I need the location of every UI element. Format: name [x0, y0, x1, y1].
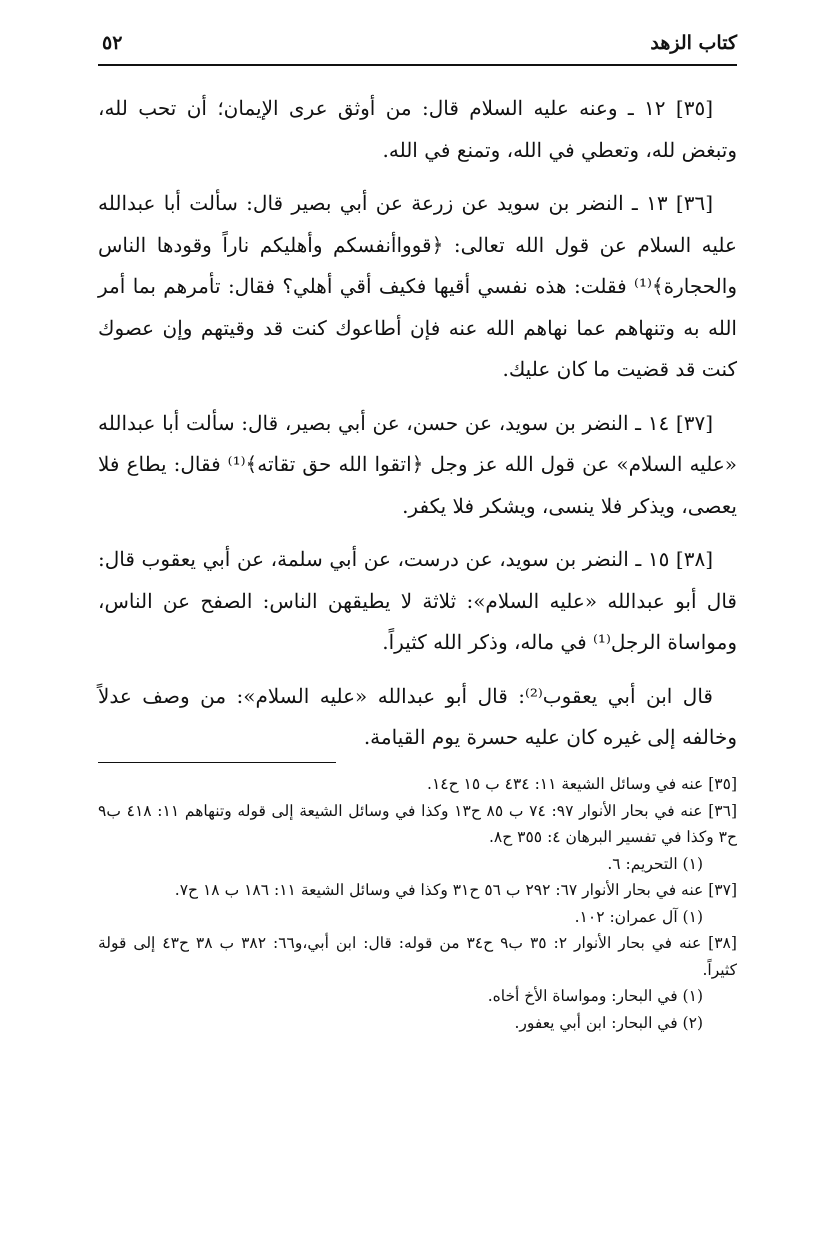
hadith-38-addendum: قال ابن أبي يعقوب⁽²⁾: قال أبو عبدالله «عليه السلام»: من وصف عدلاً وخالفه إلى غيره كان عليه حسرة يوم القيامة. [98, 683, 737, 749]
page-number: ٥٢ [102, 32, 123, 54]
page-header [98, 30, 737, 66]
footnote-source-36: [٣٦] عنه في بحار الأنوار ٩٧: ٧٤ ب ٨٥ ح١٣ وكذا في وسائل الشيعة إلى قوله وتنهاهم ١١: ٤١٨ ب٩ ح٣ وكذا في تفسير البرهان ٤: ٣٥٥ ح٨. [98, 801, 737, 846]
footnote-source-35: [٣٥] عنه في وسائل الشيعة ١١: ٤٣٤ ب ١٥ ح١٤. [427, 775, 737, 793]
hadith-35: [٣٥] ١٢ ـ وعنه عليه السلام قال: من أوثق عرى الإيمان؛ أن تحب لله، وتبغض لله، وتعطي في الله، وتمنع في الله. [98, 96, 737, 162]
footnote-36-1: (١) التحريم: ٦. [607, 854, 703, 873]
main-text [98, 88, 737, 771]
footnote-separator [98, 762, 336, 763]
footnote-source-38: [٣٨] عنه في بحار الأنوار ٢: ٣٥ ب٩ ح٣٤ من قوله: قال: ابن أبي،و٦٦: ٣٨٢ ب ٣٨ ح٤٣ إلى قولة كثيراً. [98, 934, 737, 979]
hadith-36: [٣٦] ١٣ ـ النضر بن سويد عن زرعة عن أبي بصير قال: سألت أبا عبدالله عليه السلام عن قول الله تعالى: ﴿قوواأنفسكم وأهليكم ناراً وقودها الناس والحجارة﴾⁽¹⁾ فقلت: هذه نفسي أقيها فكيف أقي أهلي؟ فقال: تأمرهم بما أمر الله به وتنهاهم عما نهاهم الله عنه فإن أطاعوك كنت قد وقيتهم وإن عصوك كنت قد قضيت ما كان عليك. [98, 191, 737, 381]
footnote-source-37: [٣٧] عنه في بحار الأنوار ٦٧: ٢٩٢ ب ٥٦ ح٣١ وكذا في وسائل الشيعة ١١: ١٨٦ ب ١٨ ح٧. [174, 881, 737, 899]
hadith-38: [٣٨] ١٥ ـ النضر بن سويد، عن درست، عن أبي سلمة، عن أبي يعقوب قال: قال أبو عبدالله «عليه السلام»: ثلاثة لا يطيقهن الناس: الصفح عن الناس، ومواساة الرجل⁽¹⁾ في ماله، وذكر الله كثيراً. [98, 547, 737, 654]
hadith-37: [٣٧] ١٤ ـ النضر بن سويد، عن حسن، عن أبي بصير، قال: سألت أبا عبدالله «عليه السلام» عن قول الله عز وجل ﴿اتقوا الله حق تقاته﴾⁽¹⁾ فقال: يطاع فلا يعصى، ويذكر فلا ينسى، ويشكر فلا يكفر. [98, 410, 737, 518]
footnote-38-2: (٢) في البحار: ابن أبي يعفور. [514, 1013, 703, 1032]
footnotes [98, 771, 737, 1036]
footnote-38-1: (١) في البحار: ومواساة الأخ أخاه. [487, 987, 703, 1005]
running-title: كتاب الزهد [650, 32, 737, 54]
footnote-37-1: (١) آل عمران: ١٠٢. [574, 907, 703, 926]
